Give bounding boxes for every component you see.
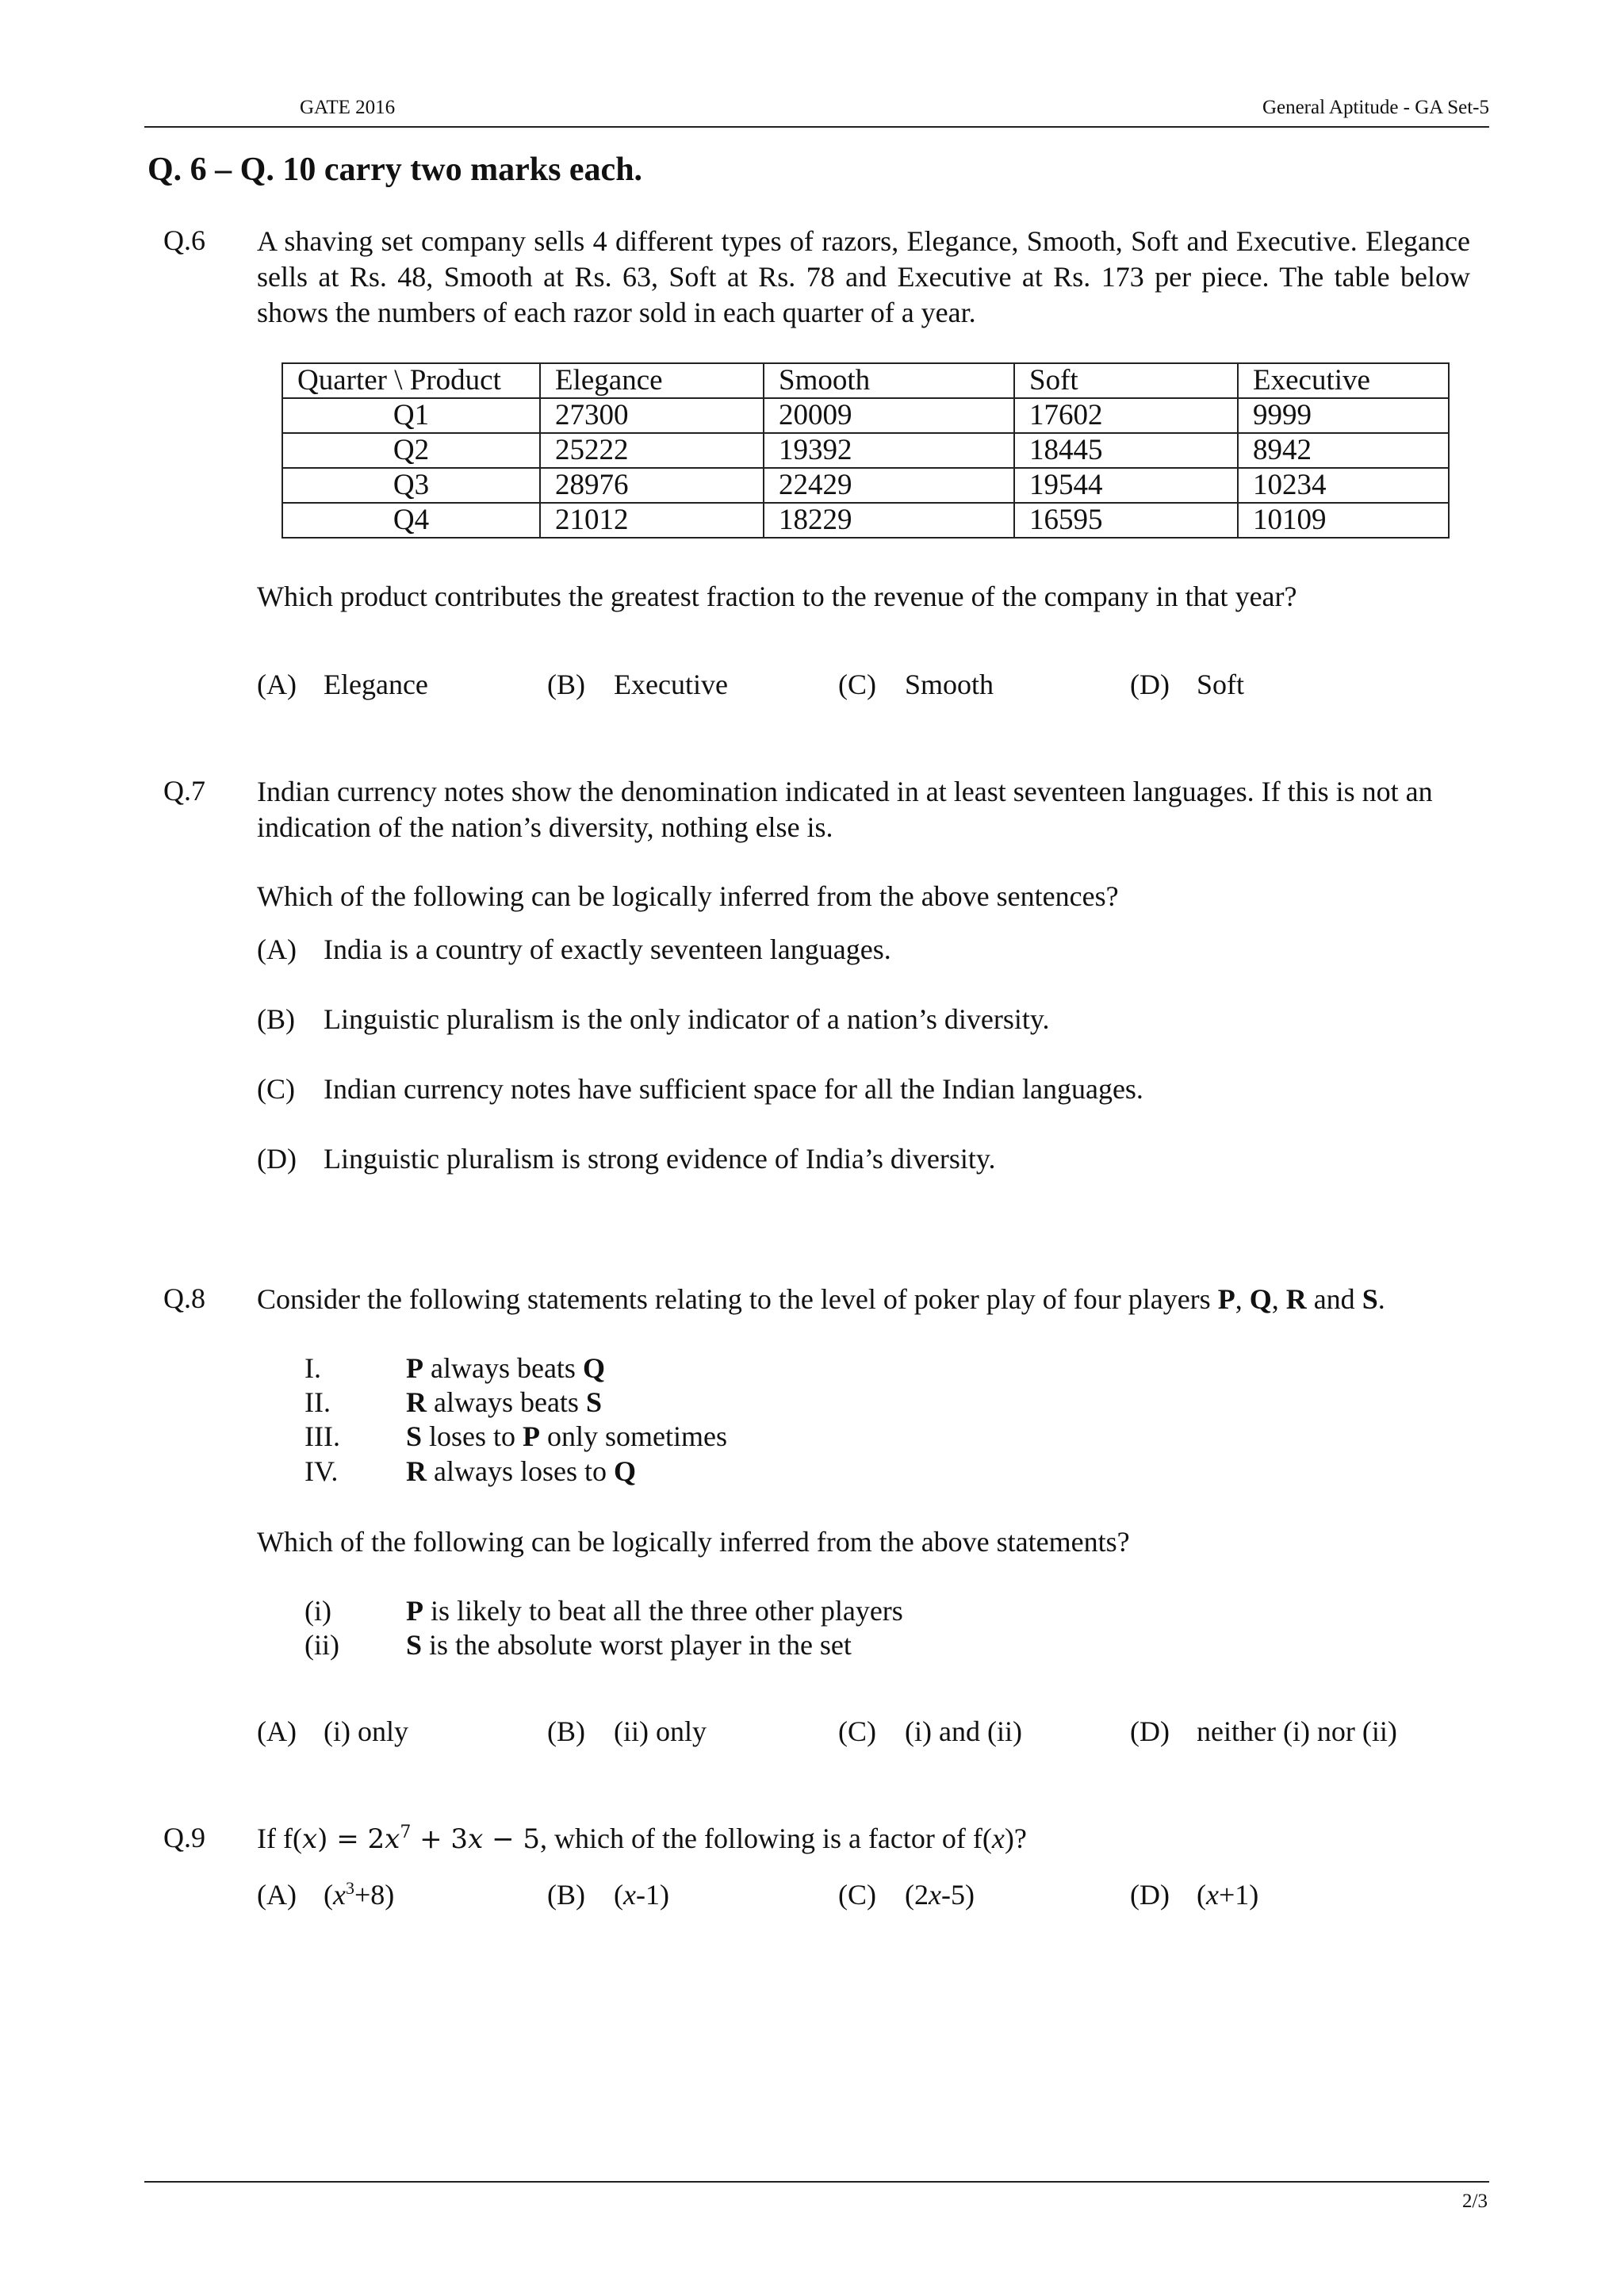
player-p: P [1217,1283,1235,1315]
q7-text: Indian currency notes show the denomination indicated in at least seventeen languages. If this is not an indication of the nation’s diversity, nothing else is. [257,776,1433,843]
statement-number: IV. [304,1455,339,1487]
table-cell: 28976 [540,468,764,503]
q9-text-part: If f( [257,1823,302,1854]
q6-sales-table [282,362,1450,539]
q8-sep: , [1235,1283,1250,1315]
q8-inference-2 [304,1628,852,1662]
table-row [282,398,1449,433]
q9-exponent: 7 [400,1823,412,1842]
q8-text [257,1282,1470,1317]
table-row [282,503,1449,538]
table-cell: 10234 [1238,468,1449,503]
q9-option-a[interactable] [257,1878,394,1911]
option-text: +1) [1218,1879,1259,1911]
option-text: India is a country of exactly seventeen languages. [324,933,891,965]
q9-option-c[interactable] [838,1878,975,1911]
table-cell: 25222 [540,433,764,468]
option-text: ( [614,1879,623,1911]
table-header-cell: Soft [1014,363,1238,398]
q6-number: Q.6 [163,224,205,256]
q8-statement-2 [304,1386,602,1419]
q6-option-d[interactable] [1130,668,1244,701]
option-text: Indian currency notes have sufficient space for all the Indian languages. [324,1073,1143,1105]
table-cell: 27300 [540,398,764,433]
q8-option-c[interactable] [838,1715,1022,1748]
statement-player: S [585,1386,602,1418]
option-var: x [333,1879,346,1911]
q9-var: x [385,1823,400,1855]
option-label: (D) [1130,1879,1170,1911]
option-label: (D) [257,1143,297,1175]
table-header-cell: Quarter \ Product [282,363,540,398]
statement-player: R [406,1455,427,1487]
q8-question: Which of the following can be logically inferred from the above statements? [257,1526,1130,1558]
option-text: Soft [1197,669,1245,700]
statement-text: always beats [427,1386,586,1418]
option-text: Linguistic pluralism is the only indicator of a nation’s diversity. [324,1003,1050,1035]
option-label: (B) [257,1003,295,1035]
player-s: S [1362,1283,1378,1315]
inference-number: (ii) [304,1629,339,1661]
footer-rule [144,2181,1489,2183]
q9-text-part: ) = 2 [317,1823,385,1855]
table-header-row [282,363,1449,398]
statement-number: II. [304,1386,331,1418]
q7-number: Q.7 [163,775,205,807]
option-text: (i) only [324,1715,408,1747]
q9-var: x [991,1823,1005,1854]
q6-question: Which product contributes the greatest fraction to the revenue of the company in that year? [257,581,1297,612]
table-cell: 9999 [1238,398,1449,433]
q7-question: Which of the following can be logically inferred from the above sentences? [257,880,1119,912]
q9-text-part: − 5 [483,1823,541,1855]
q6-text: A shaving set company sells 4 different types of razors, Elegance, Smooth, Soft and Executive. Elegance sells at Rs. 48, Smooth at Rs. 63, Soft at Rs. 78 and Executive at Rs. 173 per piece. The table below shows the numbers of each razor sold in each quarter of a year. [257,225,1470,328]
option-var: x [623,1879,636,1911]
option-var: x [1206,1879,1219,1911]
statement-text: always beats [423,1352,583,1384]
option-text: (i) and (ii) [905,1715,1022,1747]
table-cell: Q4 [282,503,540,538]
option-label: (A) [257,1715,297,1747]
q7-option-d[interactable] [257,1142,996,1175]
table-cell: 19392 [764,433,1014,468]
q7-option-a[interactable] [257,933,891,966]
table-cell: 18445 [1014,433,1238,468]
q9-option-d[interactable] [1130,1878,1258,1911]
table-row [282,468,1449,503]
inference-player: S [406,1629,423,1661]
q9-var: x [468,1823,484,1855]
table-header-cell: Executive [1238,363,1449,398]
statement-player: P [406,1352,423,1384]
q8-and: and [1306,1283,1362,1315]
option-text: -1) [635,1879,669,1911]
q6-option-a[interactable] [257,668,428,701]
header-exam-name: GATE 2016 [300,97,396,118]
q7-option-c[interactable] [257,1072,1143,1106]
q9-var: x [301,1823,318,1855]
option-text: +8) [354,1879,395,1911]
inference-text: is likely to beat all the three other players [423,1595,903,1627]
q9-text [257,1821,1470,1857]
player-r: R [1285,1283,1307,1315]
q7-option-b[interactable] [257,1002,1050,1036]
statement-text: only sometimes [540,1420,728,1452]
table-cell: 22429 [764,468,1014,503]
q8-option-a[interactable] [257,1715,408,1748]
statement-player: R [406,1386,427,1418]
statement-player: Q [582,1352,605,1384]
option-label: (C) [838,1879,876,1911]
option-text: (ii) only [614,1715,707,1747]
q9-option-b[interactable] [547,1878,669,1911]
header-rule [144,126,1489,128]
table-cell: 8942 [1238,433,1449,468]
table-cell: Q1 [282,398,540,433]
q8-inference-1 [304,1594,903,1627]
table-cell: 10109 [1238,503,1449,538]
option-label: (C) [257,1073,295,1105]
q8-text-pre: Consider the following statements relating to the level of poker play of four players [257,1283,1218,1315]
option-text: ( [1197,1879,1206,1911]
option-label: (B) [547,1715,585,1747]
statement-text: loses to [422,1420,523,1452]
option-text: neither (i) nor (ii) [1197,1715,1397,1747]
table-cell: 19544 [1014,468,1238,503]
q8-sep: , [1271,1283,1286,1315]
table-cell: 17602 [1014,398,1238,433]
statement-number: I. [304,1352,321,1384]
q6-option-b[interactable] [547,668,728,701]
q8-statement-3 [304,1420,727,1453]
option-label: (C) [838,1715,876,1747]
option-label: (D) [1130,1715,1170,1747]
table-cell: 20009 [764,398,1014,433]
table-cell: Q3 [282,468,540,503]
option-exponent: 3 [345,1878,354,1898]
page-number: 2/3 [1462,2191,1488,2212]
statement-player: S [406,1420,423,1452]
table-row [282,433,1449,468]
option-text: Executive [614,669,728,700]
option-text: -5) [940,1879,975,1911]
player-q: Q [1249,1283,1272,1315]
q8-end: . [1377,1283,1385,1315]
section-title: Q. 6 – Q. 10 carry two marks each. [147,151,643,188]
q9-number: Q.9 [163,1822,205,1853]
inference-player: P [406,1595,423,1627]
option-label: (B) [547,1879,585,1911]
inference-number: (i) [304,1595,331,1627]
table-cell: 21012 [540,503,764,538]
option-label: (B) [547,669,585,700]
table-header-cell: Elegance [540,363,764,398]
option-text: ( [324,1879,333,1911]
option-text: Linguistic pluralism is strong evidence of India’s diversity. [324,1143,996,1175]
option-label: (C) [838,669,876,700]
statement-number: III. [304,1420,340,1452]
q8-number: Q.8 [163,1282,205,1314]
statement-text: always loses to [427,1455,614,1487]
option-label: (A) [257,669,297,700]
q8-option-d[interactable] [1130,1715,1397,1748]
option-text: (2 [905,1879,929,1911]
header-paper-name: General Aptitude - GA Set-5 [1262,97,1489,118]
option-var: x [929,1879,941,1911]
inference-text: is the absolute worst player in the set [422,1629,852,1661]
q8-option-b[interactable] [547,1715,707,1748]
table-header-cell: Smooth [764,363,1014,398]
statement-player: P [523,1420,541,1452]
table-cell: 18229 [764,503,1014,538]
table-cell: Q2 [282,433,540,468]
table-cell: 16595 [1014,503,1238,538]
option-text: Smooth [905,669,994,700]
q8-statement-1 [304,1351,605,1385]
option-text: Elegance [324,669,428,700]
q6-option-c[interactable] [838,668,994,701]
q9-text-part: )? [1004,1823,1027,1854]
q8-statement-4 [304,1455,636,1488]
option-label: (D) [1130,669,1170,700]
option-label: (A) [257,933,297,965]
option-label: (A) [257,1879,297,1911]
q9-text-part: , which of the following is a factor of f( [540,1823,992,1854]
statement-player: Q [613,1455,636,1487]
q9-text-part: + 3 [411,1823,469,1855]
